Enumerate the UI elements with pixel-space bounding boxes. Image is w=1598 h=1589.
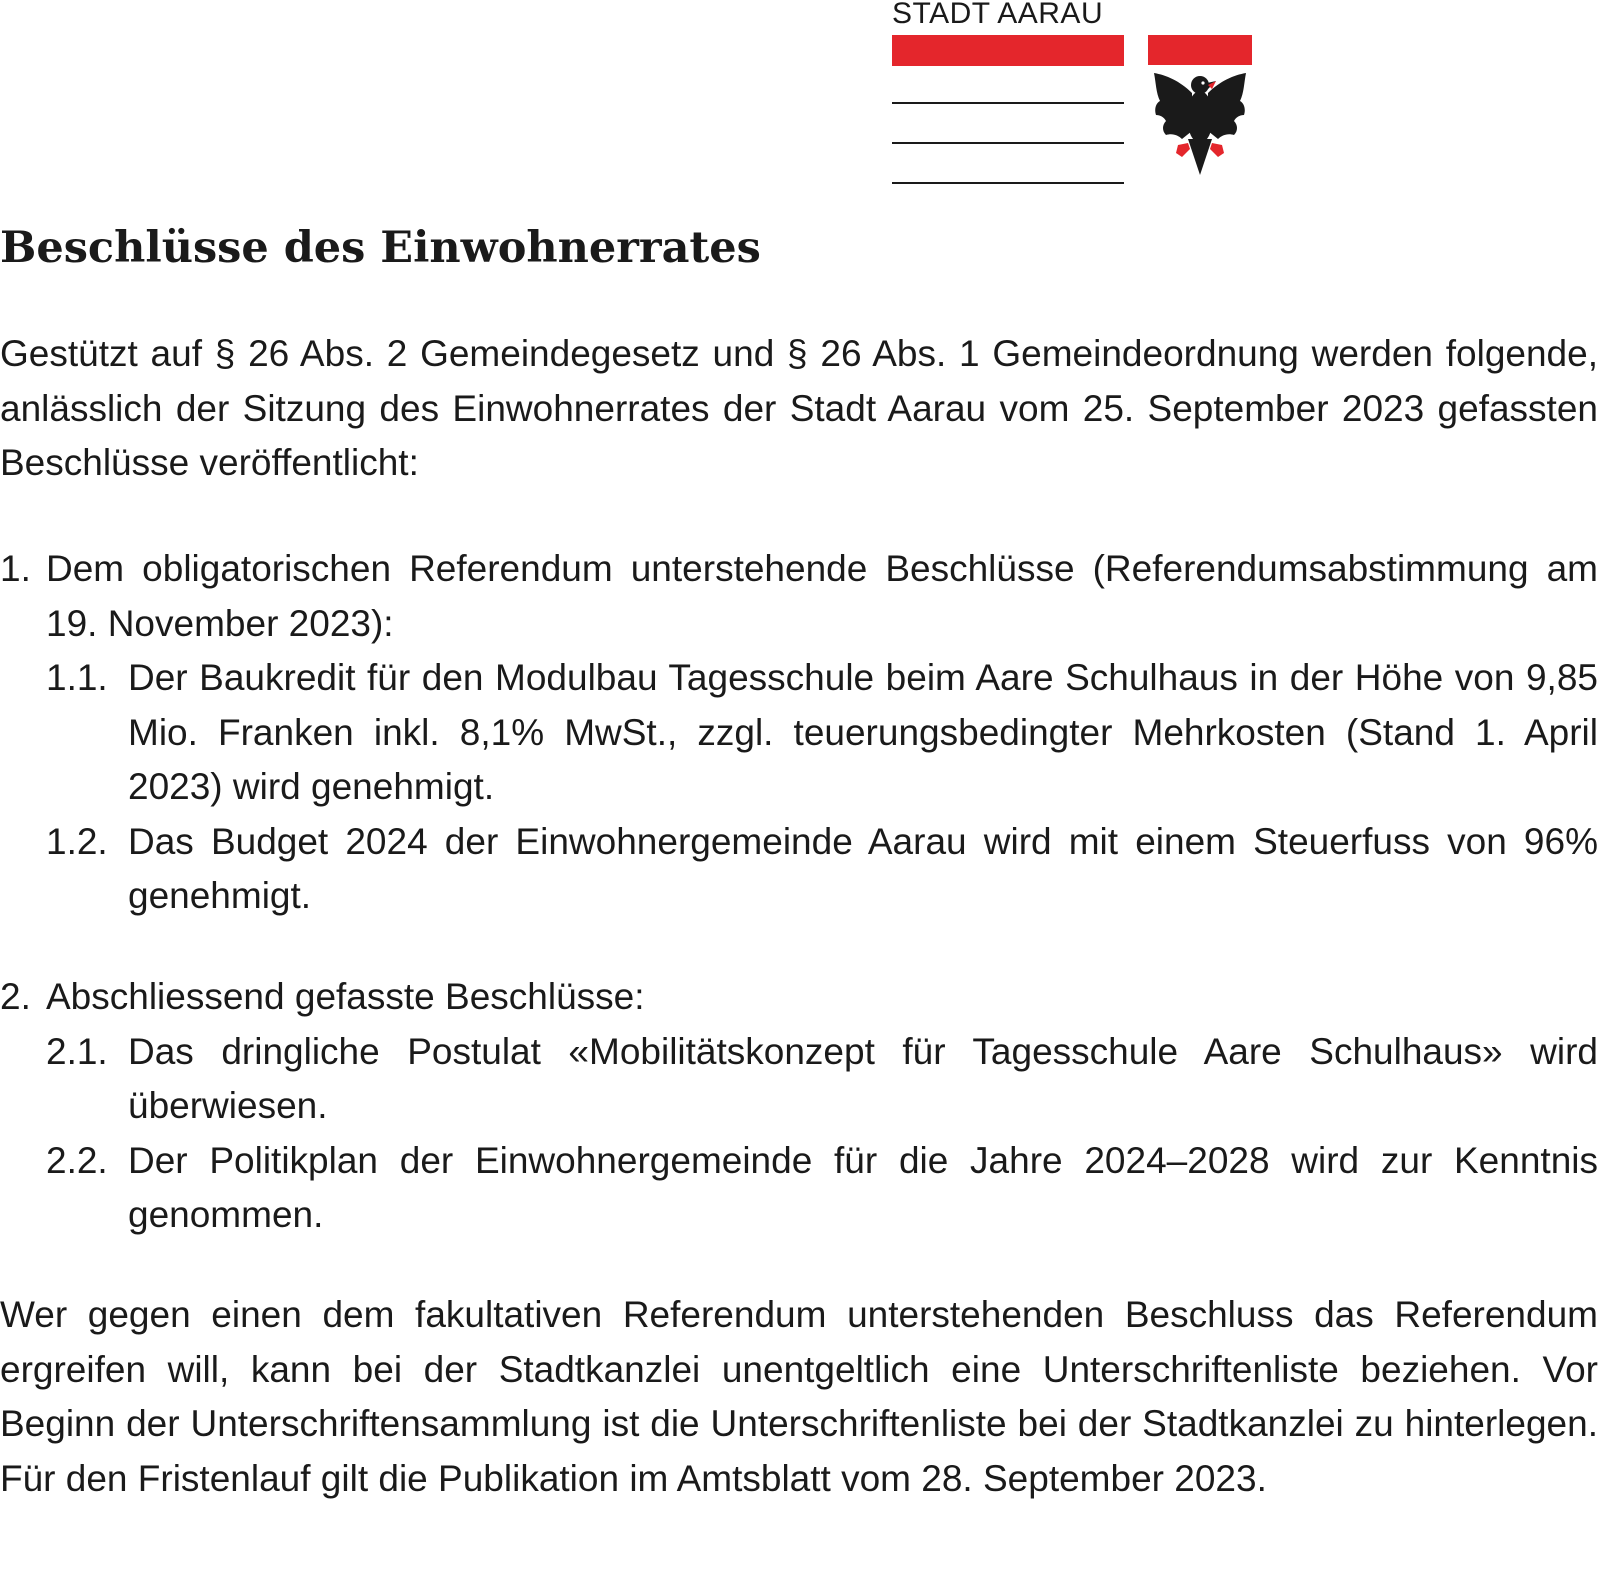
logo-text: STADT AARAU bbox=[892, 0, 1104, 30]
resolution-text: Der Baukredit für den Modulbau Tagesschule beim Aare Schulhaus in der Höhe von 9,85 Mio. Franken inkl. 8,1% MwSt., zzgl. teuerungsbedingter Mehrkosten (Stand 1. April 2023) wird genehmigt. bbox=[128, 657, 1598, 807]
logo-red-bar bbox=[892, 35, 1124, 66]
section-number: 2. bbox=[0, 976, 31, 1017]
section-number: 1. bbox=[0, 548, 31, 589]
logo-rule-3 bbox=[892, 182, 1124, 184]
logo-rule-1 bbox=[892, 102, 1124, 104]
page-title: Beschlüsse des Einwohnerrates bbox=[0, 223, 761, 273]
closing-paragraph: Wer gegen einen dem fakultativen Referendum unterstehenden Beschluss das Referendum ergreifen will, kann bei der Stadtkanzlei unentgeltlich eine Unterschriftenliste beziehen. Vor Beginn der Unterschriftensammlung ist die Unterschriftenliste bei der Stadtkanzlei zu hinterlegen. Für den Fristenlauf gilt die Publikation im Amtsblatt vom 28. September 2023. bbox=[0, 1294, 1598, 1499]
logo-rule-2 bbox=[892, 142, 1124, 144]
city-logo bbox=[892, 0, 1252, 200]
section-list-1 bbox=[0, 542, 1598, 924]
resolution-number: 1.1. bbox=[46, 657, 108, 698]
section-1 bbox=[0, 542, 1598, 924]
section-list-2 bbox=[0, 970, 1598, 1243]
resolution-item bbox=[0, 1025, 1598, 1134]
intro-paragraph: Gestützt auf § 26 Abs. 2 Gemeindegesetz und § 26 Abs. 1 Gemeindeordnung werden folgende, anlässlich der Sitzung des Einwohnerrates der Stadt Aarau vom 25. September 2023 gefassten Beschlüsse veröffentlicht: bbox=[0, 333, 1598, 483]
resolution-number: 2.1. bbox=[46, 1030, 108, 1072]
resolution-list bbox=[46, 651, 1598, 924]
eagle-crest-icon bbox=[1148, 35, 1252, 185]
section-heading: Abschliessend gefasste Beschlüsse: bbox=[46, 976, 645, 1017]
resolution-text: Das Budget 2024 der Einwohnergemeinde Aarau wird mit einem Steuerfuss von 96% genehmigt. bbox=[128, 820, 1598, 916]
resolution-number: 2.2. bbox=[46, 1139, 108, 1181]
resolution-text: Der Politikplan der Einwohnergemeinde für die Jahre 2024–2028 wird zur Kenntnis genommen. bbox=[128, 1139, 1598, 1235]
section-heading: Dem obligatorischen Referendum unterstehende Beschlüsse (Referendumsabstimmung am 19. November 2023): bbox=[46, 548, 1598, 644]
resolution-text: Das dringliche Postulat «Mobilitätskonzept für Tagesschule Aare Schulhaus» wird überwiesen. bbox=[128, 1030, 1598, 1126]
resolution-list bbox=[46, 1025, 1598, 1243]
section-2 bbox=[0, 970, 1598, 1243]
resolution-item bbox=[0, 815, 1598, 924]
resolution-item bbox=[0, 651, 1598, 815]
resolution-item bbox=[0, 1134, 1598, 1243]
resolution-number: 1.2. bbox=[46, 820, 108, 862]
